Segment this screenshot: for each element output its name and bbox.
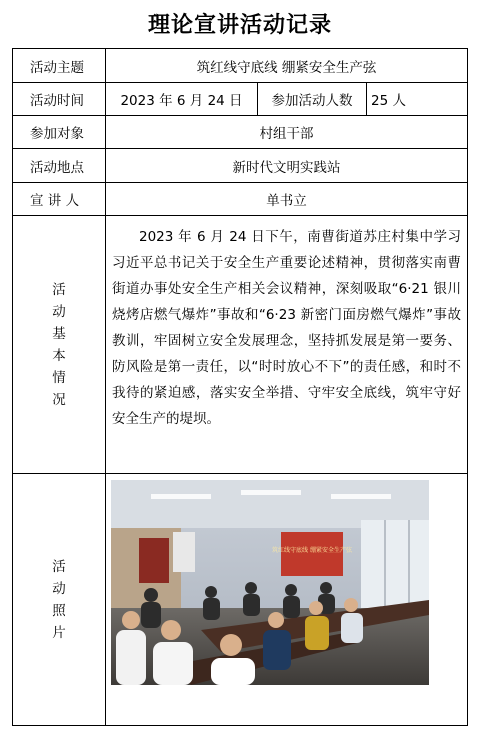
- audience-value: 村组干部: [106, 116, 468, 149]
- photo-label-char: 照: [52, 602, 66, 619]
- location-label: 活动地点: [13, 149, 106, 183]
- row-theme: [13, 49, 468, 83]
- time-value: 2023 年 6 月 24 日: [106, 83, 258, 116]
- activity-photo: [111, 480, 429, 685]
- row-basic-situation: [13, 216, 468, 474]
- basic-situation-label: [13, 216, 106, 474]
- row-audience: [13, 116, 468, 149]
- speaker-label: 宣 讲 人: [13, 183, 106, 216]
- row-time: [13, 83, 468, 116]
- basic-label-char: 况: [52, 391, 66, 408]
- basic-label-char: 基: [52, 325, 66, 342]
- screen-text: 筑红线守底线 绷紧安全生产弦: [272, 547, 352, 554]
- time-label: 活动时间: [13, 83, 106, 116]
- participants-value: 25 人: [367, 83, 468, 116]
- photo-label-char: 片: [52, 624, 66, 641]
- page-title: 理论宣讲活动记录: [147, 12, 332, 38]
- photo-label-char: 活: [52, 558, 66, 575]
- basic-label-char: 动: [52, 303, 66, 320]
- speaker-value: 单书立: [106, 183, 468, 216]
- row-location: [13, 149, 468, 183]
- activity-record-table: [12, 48, 468, 726]
- theme-label: 活动主题: [13, 49, 106, 83]
- basic-situation-content: 2023 年 6 月 24 日下午，南曹街道苏庄村集中学习习近平总书记关于安全生产重要论述精神，贯彻落实南曹街道办事处安全生产相关会议精神，深刻吸取“6·21 银川烧烤店燃气爆炸”事故和“6·23 新密门面房燃气爆炸”事故教训，牢固树立安全发展理念，坚持抓发展是第一要务、防风险是第一责任，以“时时放心不下”的责任感，和时不我待的紧迫感，落实安全举措、守牢安全底线，筑牢守好安全生产的堤坝。: [106, 216, 468, 474]
- participants-label: 参加活动人数: [258, 83, 367, 116]
- basic-label-char: 情: [52, 369, 66, 386]
- audience-label: 参加对象: [13, 116, 106, 149]
- theme-value: 筑红线守底线 绷紧安全生产弦: [106, 49, 468, 83]
- row-photo: [13, 474, 468, 726]
- basic-label-char: 活: [52, 281, 66, 298]
- photo-cell: [106, 474, 468, 726]
- photo-label: [13, 474, 106, 726]
- row-speaker: [13, 183, 468, 216]
- location-value: 新时代文明实践站: [106, 149, 468, 183]
- photo-label-char: 动: [52, 580, 66, 597]
- basic-label-char: 本: [52, 347, 66, 364]
